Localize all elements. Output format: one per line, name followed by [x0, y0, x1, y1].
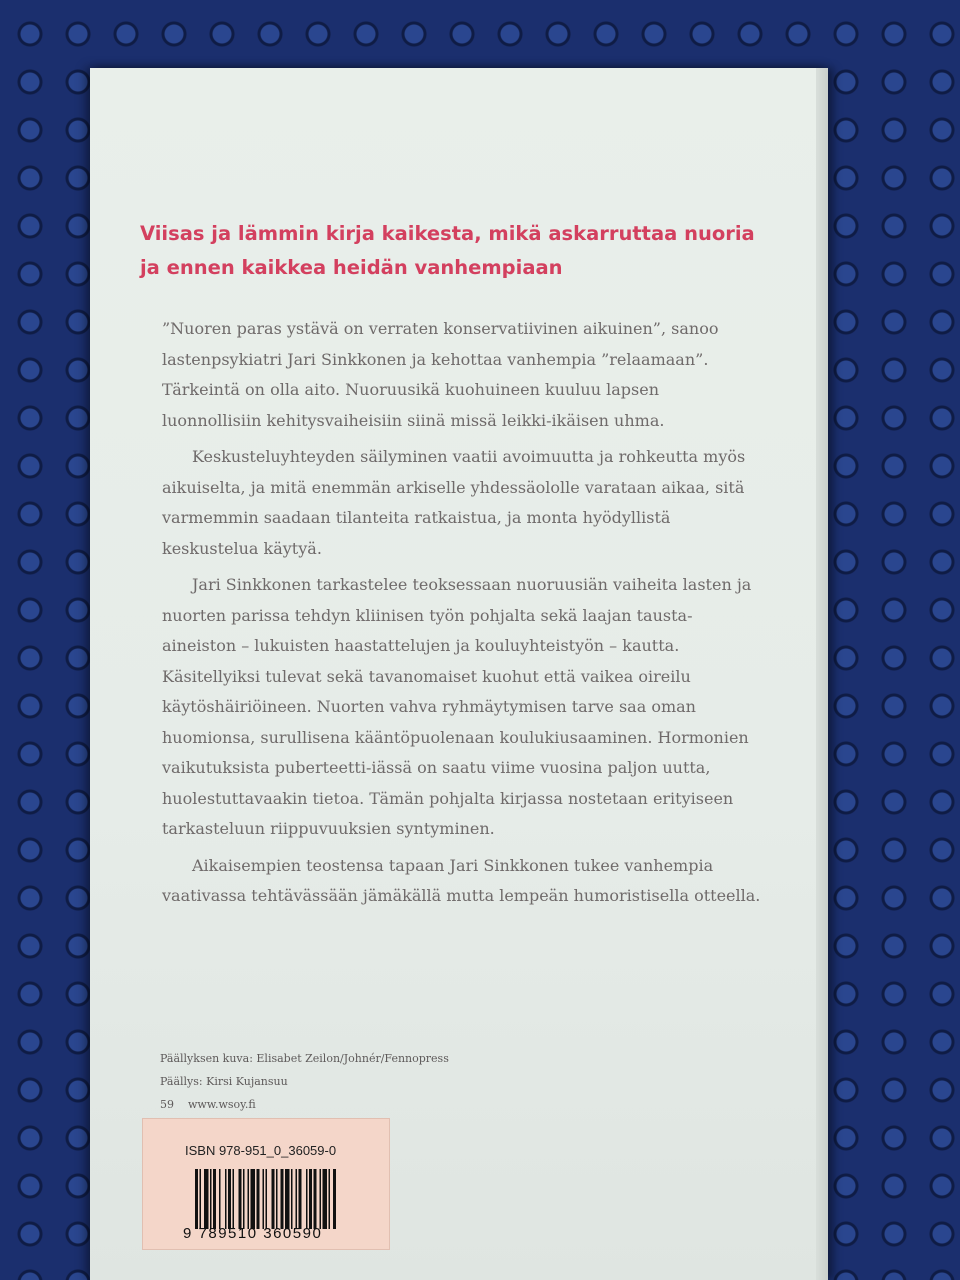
barcode-bar [204, 1169, 209, 1229]
headline-line-1: Viisas ja lämmin kirja kaikesta, mikä askarruttaa nuoria [140, 222, 755, 245]
barcode-bar [299, 1169, 302, 1229]
barcode-bar [200, 1169, 202, 1229]
barcode-bar [266, 1169, 268, 1229]
barcode-bar [333, 1169, 336, 1229]
class-number: 59 [160, 1098, 174, 1111]
isbn-sticker [142, 1118, 390, 1250]
barcode-bar [219, 1169, 221, 1229]
barcode-digits: 9 789510 360590 [183, 1225, 323, 1242]
barcode-bar [239, 1169, 242, 1229]
cover-headline [140, 217, 800, 285]
barcode-bar [285, 1169, 290, 1229]
barcode-bar [296, 1169, 298, 1229]
headline-line-2: ja ennen kaikkea heidän vanhempiaan [140, 256, 563, 279]
barcode-bar [243, 1169, 245, 1229]
barcode-bar [281, 1169, 284, 1229]
barcode-bar [233, 1169, 235, 1229]
barcode-bar [314, 1169, 317, 1229]
barcode-bar [272, 1169, 275, 1229]
barcode [195, 1169, 381, 1229]
blurb-paragraph-2: Keskusteluyhteyden säilyminen vaatii avoimuutta ja rohkeutta myös aikuiselta, ja mitä enemmän arkiselle yhdessäololle varataan aikaa, sitä varmemmin saadaan tilanteita ratkaistua, ja monta hyödyllistä keskustelua käytyä. [162, 447, 746, 558]
barcode-bar [225, 1169, 227, 1229]
barcode-bar [251, 1169, 256, 1229]
blurb-paragraph-3: Jari Sinkkonen tarkastelee teoksessaan nuoruusiän vaiheita lasten ja nuorten parissa tehdyn kliinisen työn pohjalta sekä laajan tausta-aineiston – lukuisten haastattelujen ja kouluyhteistyön – kautta. Käsitellyiksi tulevat sekä tavanomaiset kuohut että vaikea oireilu käytöshäiriöineen. Nuorten vahva ryhmäytymisen tarve saa oman huomionsa, surullisena kääntöpuolenaan koulukiusaaminen. Hormonien vaikutuksista puberteetti-iässä on saatu viime vuosina paljon uutta, huolestuttavaakin tietoa. Tämän pohjalta kirjassa nostetaan erityiseen tarkasteluun riippuvuuksien syntyminen. [162, 575, 752, 838]
blurb-paragraph-1: ”Nuoren paras ystävä on verraten konservatiivinen aikuinen”, sanoo lastenpsykiatri Jari Sinkkonen ja kehottaa vanhempia ”relaamaan”. Tärkeintä on olla aito. Nuoruusikä kuohuineen kuuluu lapsen luonnollisiin kehitysvaiheisiin siinä missä leikki-ikäisen uhma. [162, 319, 719, 430]
publisher-line [160, 1093, 660, 1116]
book-spine-edge [816, 68, 828, 1280]
barcode-bar [320, 1169, 322, 1229]
barcode-bar [195, 1169, 198, 1229]
barcode-bar [276, 1169, 278, 1229]
barcode-bar [329, 1169, 331, 1229]
barcode-bar [228, 1169, 231, 1229]
blurb-paragraph-4: Aikaisempien teostensa tapaan Jari Sinkkonen tukee vanhempia vaativassa tehtävässään jämäkällä mutta lempeän humoristisella otteella. [162, 855, 761, 905]
barcode-bar [213, 1169, 216, 1229]
isbn-number: ISBN 978-951_0_36059-0 [185, 1143, 337, 1158]
barcode-bar [306, 1169, 308, 1229]
blurb-text [162, 314, 762, 912]
publisher-website: www.wsoy.fi [188, 1098, 256, 1111]
barcode-bar [291, 1169, 293, 1229]
barcode-bar [257, 1169, 260, 1229]
barcode-bar [248, 1169, 250, 1229]
cover-design-credit: Päällys: Kirsi Kujansuu [160, 1075, 288, 1088]
barcode-bar [210, 1169, 212, 1229]
credits-block [160, 1047, 660, 1116]
barcode-bar [309, 1169, 312, 1229]
barcode-bar [323, 1169, 328, 1229]
barcode-bar [263, 1169, 265, 1229]
cover-photo-credit: Päällyksen kuva: Elisabet Zeilon/Johnér/Fennopress [160, 1052, 449, 1065]
